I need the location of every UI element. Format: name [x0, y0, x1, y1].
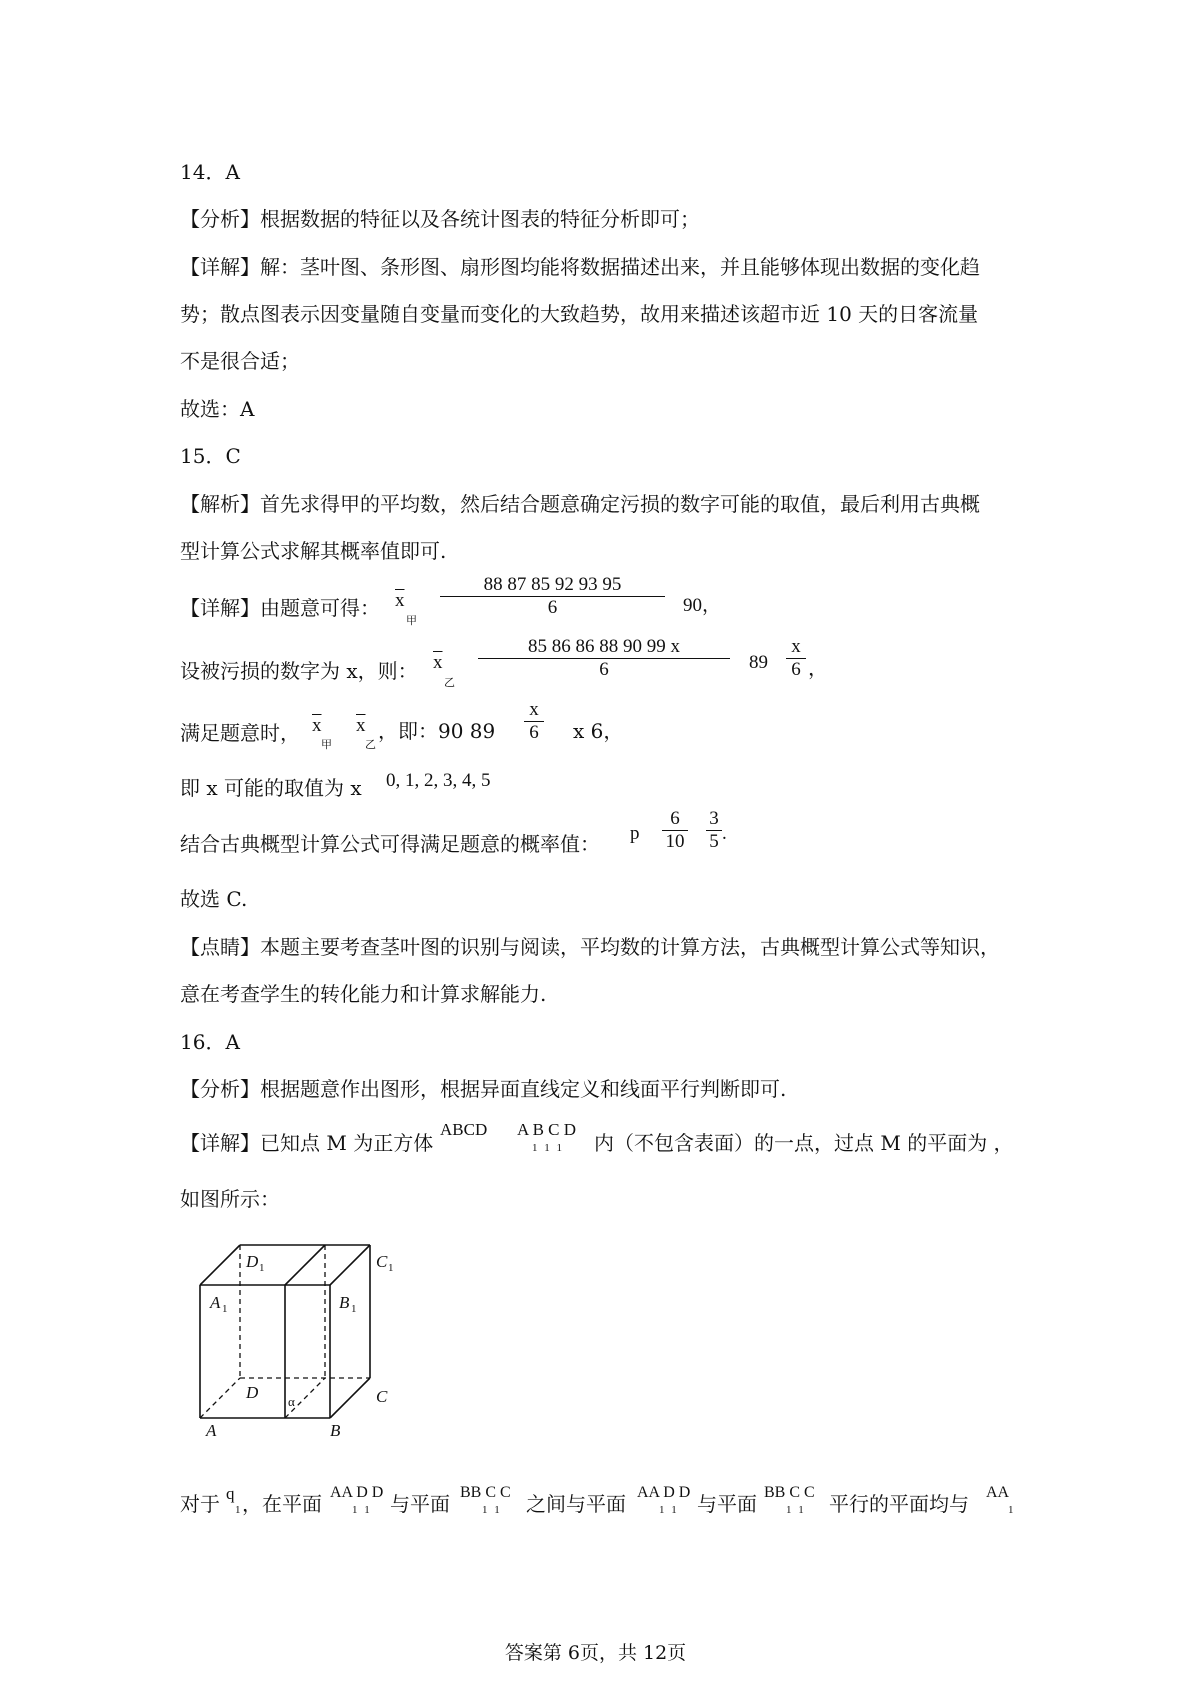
fraction-yi-denominator: 6 — [478, 658, 730, 681]
label-c1-sub: 1 — [388, 1262, 394, 1274]
result-yi-post: ， — [808, 658, 828, 680]
p-post: . — [722, 823, 727, 844]
label-b: B — [330, 1421, 341, 1440]
cube-abcd: ABCD — [440, 1120, 488, 1139]
q15-answer: 故选 C. — [180, 887, 248, 911]
q16-detail-c: 如图所示： — [180, 1187, 280, 1211]
fraction-jia-numerator: 88 87 85 92 93 95 — [483, 574, 622, 595]
cube-a1b1c1d1-subs: 1 1 1 — [532, 1142, 564, 1154]
q16-last-b: ，在平面 — [242, 1492, 322, 1516]
label-alpha: α — [288, 1394, 295, 1409]
q14-detail-2: 势；散点图表示因变量随自变量而变化的大致趋势，故用来描述该超市近 10 天的日客流量 — [180, 302, 979, 326]
q16-last-a: 对于 — [180, 1492, 220, 1516]
fraction-jia — [440, 574, 665, 619]
page-footer: 答案第 6页，共 12页 — [504, 1642, 687, 1664]
fraction-x6-b-numerator: x — [529, 699, 539, 720]
plane-bb1c1c-2-subs: 1 1 — [786, 1504, 806, 1516]
edge-a1-d1 — [200, 1245, 240, 1285]
p-symbol: p — [630, 823, 640, 844]
q14-detail-1: 【详解】解：茎叶图、条形图、扇形图均能将数据描述出来，并且能够体现出数据的变化趋 — [180, 255, 980, 279]
label-c: C — [376, 1387, 388, 1406]
q15-line5-label: 结合古典概型计算公式可得满足题意的概率值： — [180, 832, 600, 856]
q16-last-e: 与平面 — [697, 1492, 757, 1516]
q15-line4-label: 即 x 可能的取值为 x — [180, 776, 362, 800]
line3-mid: ，即：90 89 — [378, 719, 496, 743]
label-c1: C — [376, 1252, 388, 1271]
fraction-x6-b-denominator: 6 — [524, 721, 544, 744]
fraction-6-10-denominator: 10 — [662, 830, 688, 853]
q16-detail-b: 内（不包含表面）的一点，过点 M 的平面为 ， — [594, 1131, 1014, 1155]
q16-last-c: 与平面 — [390, 1492, 450, 1516]
mean-x-jia-2: $\overline{x}$ — [312, 715, 322, 736]
plane-aa1d1d-subs: 1 1 — [352, 1504, 372, 1516]
label-a1-sub: 1 — [222, 1303, 228, 1315]
plane-bb1c1c-2: BB C C — [764, 1484, 815, 1501]
fraction-yi — [478, 636, 730, 681]
cube-a1b1c1d1: A B C D — [517, 1120, 577, 1139]
q15-analysis-1: 【解析】首先求得甲的平均数，然后结合题意确定污损的数字可能的取值，最后利用古典概 — [180, 492, 980, 516]
label-d1: D — [246, 1252, 259, 1271]
q15-comment-2: 意在考查学生的转化能力和计算求解能力. — [180, 982, 547, 1006]
plane-bb1c1c: BB C C — [460, 1484, 511, 1501]
plane-aa1d1d-2: AA D D — [637, 1484, 691, 1501]
q16-detail-a: 【详解】已知点 M 为正方体 — [180, 1131, 434, 1155]
fraction-3-5-denominator: 5 — [706, 830, 722, 853]
fraction-6-10 — [662, 808, 688, 853]
result-jia: 90， — [683, 595, 722, 616]
q15-header: 15．C — [180, 444, 241, 468]
fraction-yi-numerator: 85 86 86 88 90 99 x — [528, 636, 680, 657]
q16-last-f: 平行的平面均与 — [829, 1492, 969, 1516]
line-aa1: AA — [986, 1484, 1010, 1501]
line3-post: x 6， — [573, 719, 624, 743]
edge-b1-c1 — [330, 1245, 370, 1285]
fraction-3-5 — [706, 808, 722, 853]
q15-line3-label: 满足题意时， — [180, 721, 300, 745]
mean-x-jia: $\overline{x}$ — [395, 590, 405, 611]
fraction-jia-denominator: 6 — [440, 596, 665, 619]
label-d1-sub: 1 — [259, 1262, 265, 1274]
plane-alpha-top — [285, 1245, 325, 1285]
plane-aa1d1d-2-subs: 1 1 — [659, 1504, 679, 1516]
mean-x-yi: $\overline{x}$ — [433, 652, 443, 673]
fraction-3-5-numerator: 3 — [709, 808, 719, 829]
fraction-x6-denominator: 6 — [786, 658, 806, 681]
q15-line2-label: 设被污损的数字为 x，则： — [180, 659, 418, 683]
q14-header: 14．A — [180, 160, 240, 184]
line-aa1-sub: 1 — [1008, 1504, 1014, 1516]
q14-detail-3: 不是很合适； — [180, 349, 300, 373]
plane-bb1c1c-subs: 1 1 — [482, 1504, 502, 1516]
fraction-x6-numerator: x — [791, 636, 801, 657]
label-b1-sub: 1 — [351, 1303, 357, 1315]
result-yi-pre: 89 — [749, 652, 768, 673]
mean-x-yi-2: $\overline{x}$ — [356, 715, 366, 736]
sub-jia: 甲 — [406, 615, 417, 627]
label-d: D — [246, 1383, 259, 1402]
q1-symbol: q — [226, 1484, 235, 1503]
q1-sub: 1 — [235, 1504, 241, 1516]
sub-jia-2: 甲 — [321, 739, 332, 751]
q14-analysis: 【分析】根据数据的特征以及各统计图表的特征分析即可； — [180, 207, 700, 231]
q16-analysis: 【分析】根据题意作出图形，根据异面直线定义和线面平行判断即可. — [180, 1077, 787, 1101]
q16-last-d: 之间与平面 — [526, 1492, 626, 1516]
sub-yi-2: 乙 — [365, 739, 376, 751]
fraction-x6 — [786, 636, 806, 681]
label-a1: A — [210, 1293, 221, 1312]
edge-a-d — [200, 1378, 240, 1418]
plane-aa1d1d: AA D D — [330, 1484, 384, 1501]
fraction-6-10-numerator: 6 — [670, 808, 680, 829]
cube-figure — [180, 1230, 420, 1440]
label-a: A — [206, 1421, 217, 1440]
q15-comment-1: 【点睛】本题主要考查茎叶图的识别与阅读，平均数的计算方法，古典概型计算公式等知识， — [180, 935, 1000, 959]
q16-header: 16．A — [180, 1030, 240, 1054]
q15-analysis-2: 型计算公式求解其概率值即可. — [180, 539, 447, 563]
q15-detail-label: 【详解】由题意可得： — [180, 596, 380, 620]
edge-b-c — [330, 1378, 370, 1418]
q14-answer: 故选：A — [180, 397, 255, 421]
fraction-x6-b — [524, 699, 544, 744]
sub-yi: 乙 — [444, 677, 455, 689]
q15-line4-values: 0, 1, 2, 3, 4, 5 — [386, 770, 491, 791]
label-b1: B — [339, 1293, 350, 1312]
